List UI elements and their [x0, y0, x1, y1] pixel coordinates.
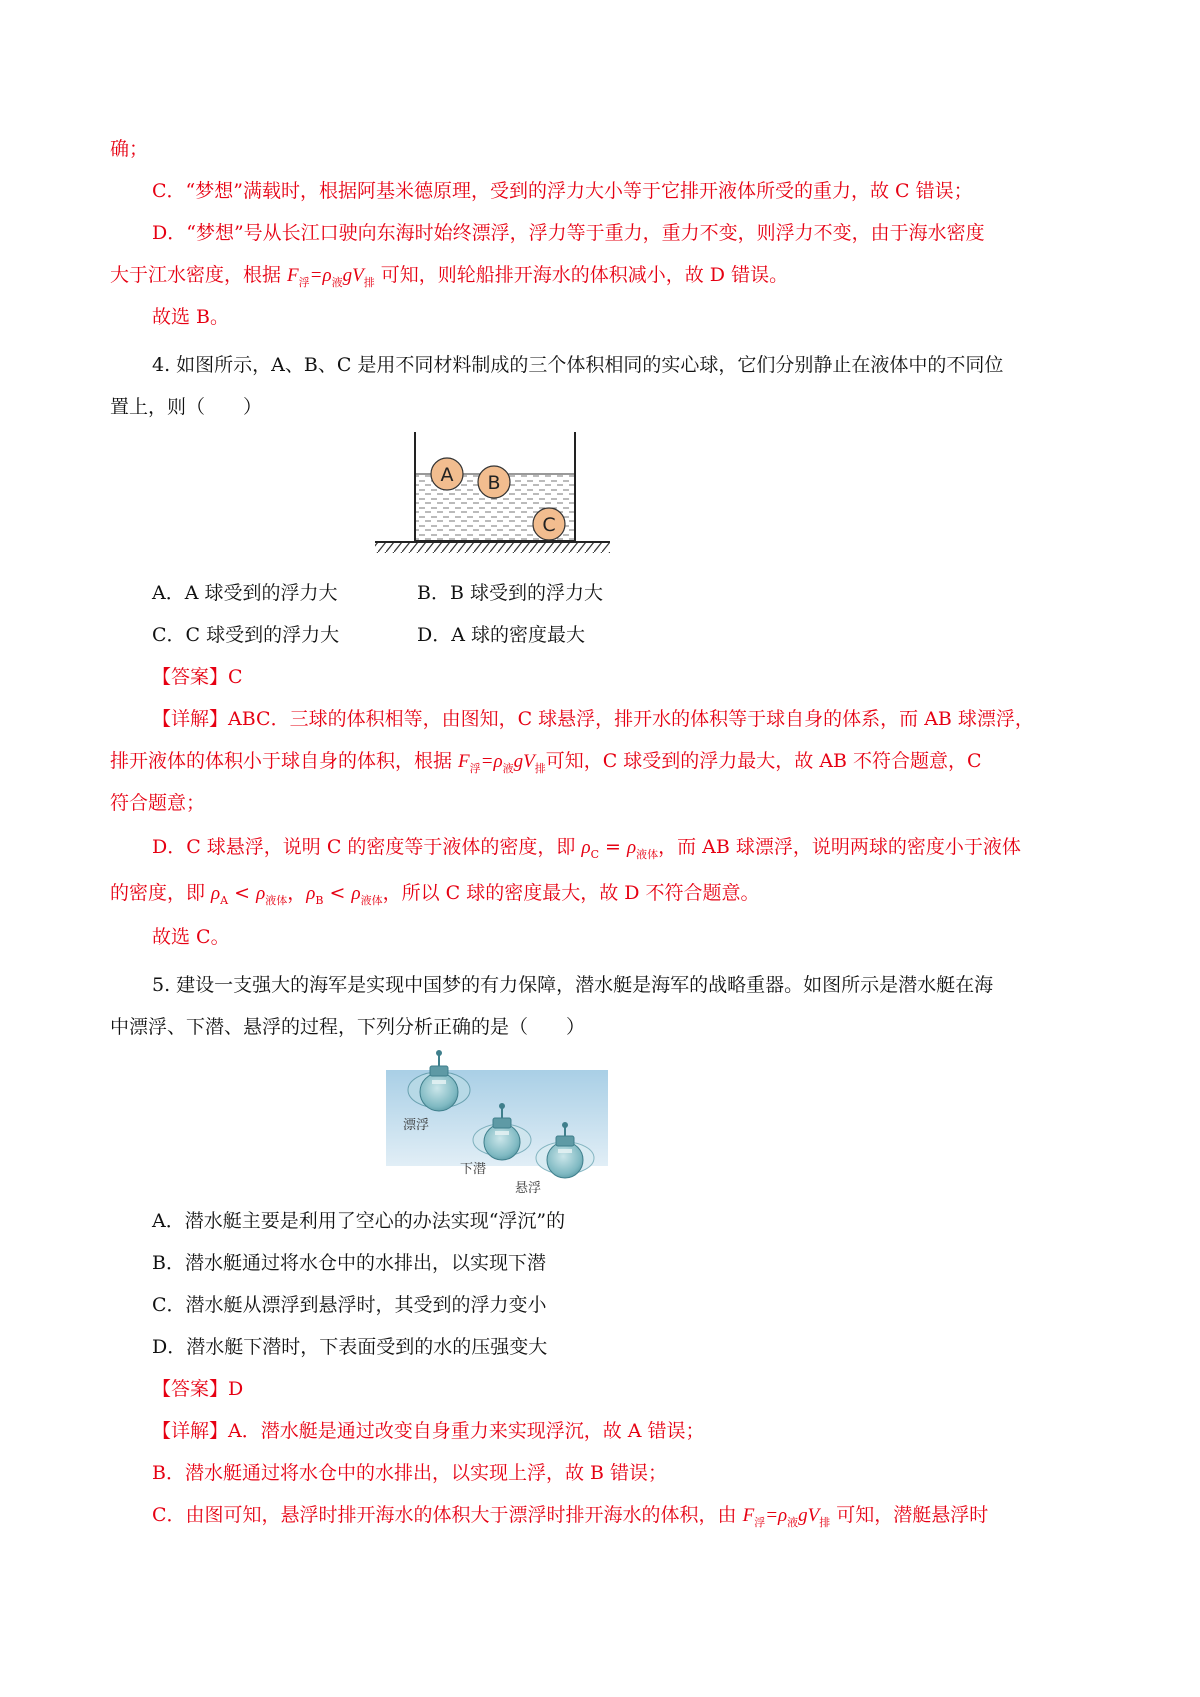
- explanation-line: 的密度，即 $\rho_A < \rho_{液体}$，$\rho_B < \rho_{液体}$，所以 C 球的密度最大，故 D 不符合题意。: [110, 882, 760, 907]
- explanation-line: C．由图可知，悬浮时排开海水的体积大于漂浮时排开海水的体积，由 $F_浮=\rho_液gV_排$ 可知，潜艇悬浮时: [152, 1504, 989, 1529]
- option-c: C．潜水艇从漂浮到悬浮时，其受到的浮力变小: [152, 1294, 547, 1316]
- option-d: D．A 球的密度最大: [417, 624, 585, 646]
- explanation-line: B．潜水艇通过将水仓中的水排出，以实现上浮，故 B 错误；: [152, 1462, 668, 1484]
- question-stem: 4. 如图所示，A、B、C 是用不同材料制成的三个体积相同的实心球，它们分别静止在液体中的不同位: [152, 354, 1004, 376]
- choose-line: 故选 C。: [152, 926, 230, 948]
- option-a: A．潜水艇主要是利用了空心的办法实现“浮沉”的: [152, 1210, 566, 1232]
- explanation-line: 符合题意；: [110, 792, 206, 814]
- question-stem: 置上，则（ ）: [110, 396, 263, 418]
- buoyancy-formula: $F_浮=\rho_液gV_排$: [287, 265, 375, 289]
- ball-label-c: C: [542, 514, 556, 536]
- ball-label-a: A: [440, 464, 454, 486]
- text-line: D．“梦想”号从长江口驶向东海时始终漂浮，浮力等于重力，重力不变，则浮力不变，由于海水密度: [152, 222, 985, 244]
- option-d: D．潜水艇下潜时，下表面受到的水的压强变大: [152, 1336, 548, 1358]
- submarine-figure: [385, 1040, 610, 1195]
- option-b: B．潜水艇通过将水仓中的水排出，以实现下潜: [152, 1252, 546, 1274]
- explanation-line: 【详解】A．潜水艇是通过改变自身重力来实现浮沉，故 A 错误；: [152, 1420, 705, 1442]
- options-row: [152, 580, 603, 606]
- options-row: [152, 622, 585, 648]
- explanation-line: 【详解】ABC．三球的体积相等，由图知，C 球悬浮，排开水的体积等于球自身的体系，而 AB 球漂浮，: [152, 708, 1034, 730]
- balls-in-liquid-figure: [370, 432, 610, 562]
- option-a: A．A 球受到的浮力大: [152, 582, 338, 604]
- option-c: C．C 球受到的浮力大: [152, 624, 340, 646]
- text-line: 确；: [110, 138, 149, 160]
- answer: 【答案】C: [152, 666, 243, 688]
- text-line: 故选 B。: [152, 306, 230, 328]
- option-b: B．B 球受到的浮力大: [417, 582, 603, 604]
- label-float: 漂浮: [403, 1118, 430, 1133]
- question-stem: 中漂浮、下潜、悬浮的过程，下列分析正确的是（ ）: [110, 1016, 586, 1038]
- label-suspend: 悬浮: [515, 1181, 542, 1195]
- text-line: C．“梦想”满载时，根据阿基米德原理，受到的浮力大小等于它排开液体所受的重力，故 C 错误；: [152, 180, 973, 202]
- explanation-line: D．C 球悬浮，说明 C 的密度等于液体的密度，即 $\rho_C = \rho_{液体}$，而 AB 球漂浮，说明两球的密度小于液体: [152, 836, 1021, 861]
- text-line: 大于江水密度，根据 $F_浮=\rho_液gV_排$ 可知，则轮船排开海水的体积减小，故 D 错误。: [110, 264, 789, 289]
- ball-label-b: B: [487, 472, 501, 494]
- answer: 【答案】D: [152, 1378, 244, 1400]
- submarine-floating-icon: [408, 1050, 470, 1111]
- label-dive: 下潜: [460, 1162, 487, 1177]
- explanation-line: 排开液体的体积小于球自身的体积，根据 $F_浮=\rho_液gV_排$可知，C 球受到的浮力最大，故 AB 不符合题意，C: [110, 750, 982, 775]
- question-stem: 5. 建设一支强大的海军是实现中国梦的有力保障，潜水艇是海军的战略重器。如图所示是潜水艇在海: [152, 974, 994, 996]
